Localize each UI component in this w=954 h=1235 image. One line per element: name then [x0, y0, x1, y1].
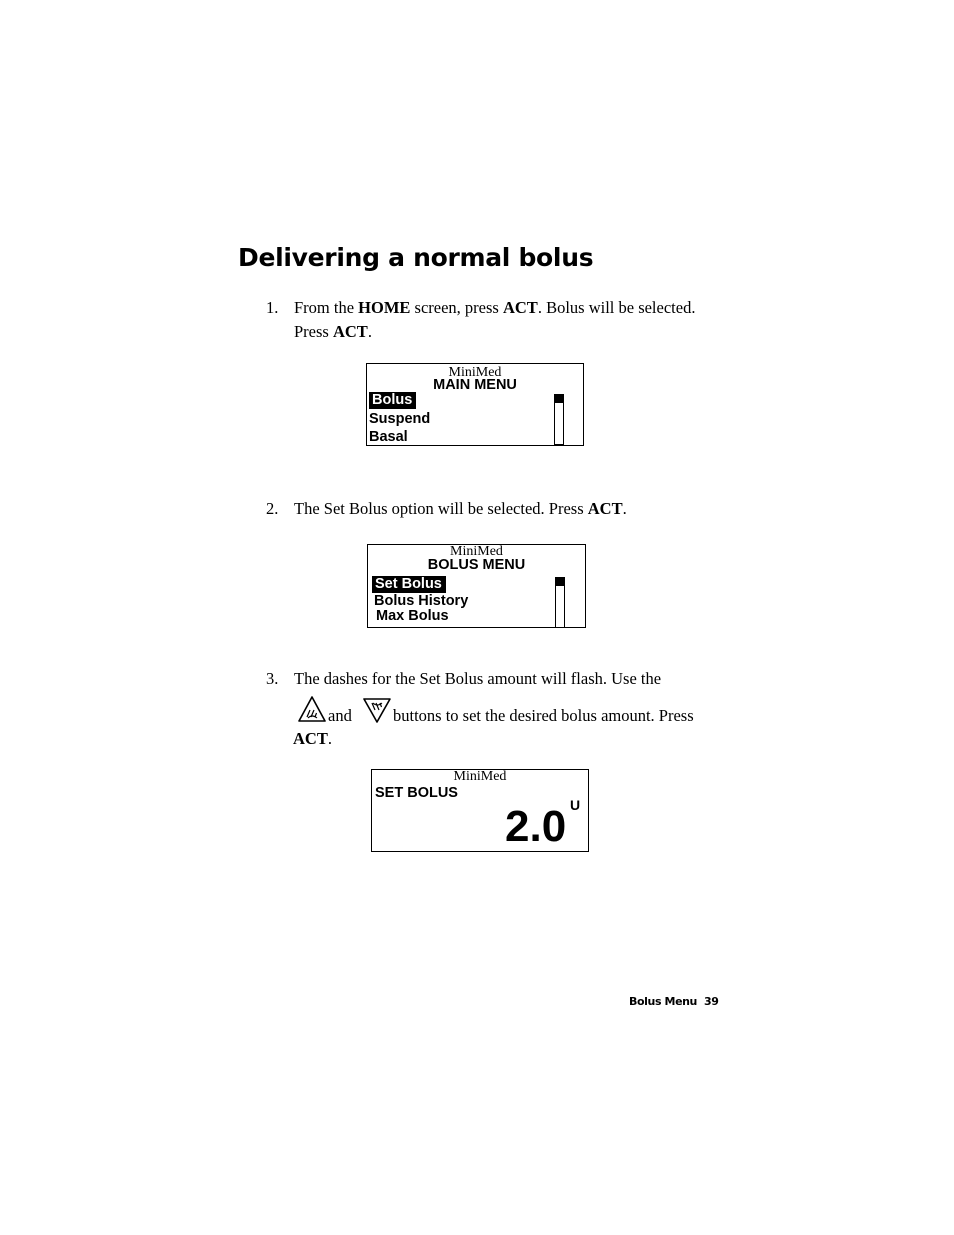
step-text-line: The Set Bolus option will be selected. Press ACT.: [294, 499, 627, 518]
pump-screen-main-menu: [366, 363, 584, 446]
footer-section: Bolus Menu: [629, 995, 697, 1008]
screen-brand: MiniMed: [448, 365, 502, 380]
page-number: 39: [704, 995, 719, 1008]
step-number: 3.: [266, 669, 279, 688]
step-3: [266, 667, 726, 691]
menu-item-set-bolus[interactable]: Set Bolus: [372, 576, 446, 593]
screen-title: SET BOLUS: [375, 785, 458, 801]
scroll-thumb: [555, 395, 563, 403]
step-text-line: ACT.: [293, 729, 332, 748]
menu-item-bolus[interactable]: Bolus: [369, 392, 416, 409]
step-1: [266, 296, 726, 344]
step-2: [266, 497, 726, 521]
step-text-line: From the HOME screen, press ACT. Bolus will be selected.: [294, 298, 696, 317]
menu-item-basal[interactable]: Basal: [369, 429, 408, 445]
menu-item-max-bolus[interactable]: Max Bolus: [376, 608, 449, 624]
page-heading: Delivering a normal bolus: [238, 243, 594, 272]
step-number: 2.: [266, 499, 279, 518]
step-text-line: Press ACT.: [294, 322, 372, 341]
bolus-amount-value[interactable]: 2.0: [505, 802, 567, 851]
screen-title: MAIN MENU: [433, 377, 517, 393]
scrollbar: [555, 577, 565, 628]
step-text-word: and: [328, 706, 352, 725]
step-number: 1.: [266, 298, 279, 317]
step-text-line: The dashes for the Set Bolus amount will flash. Use the: [294, 669, 662, 688]
screen-brand: MiniMed: [450, 544, 503, 559]
menu-item-suspend[interactable]: Suspend: [369, 411, 431, 427]
menu-item-bolus-history[interactable]: Bolus History: [374, 593, 469, 609]
up-arrow-button-icon: [298, 696, 326, 729]
screen-title: BOLUS MENU: [427, 557, 526, 573]
pump-screen-bolus-menu: [367, 544, 586, 628]
scrollbar: [554, 394, 564, 445]
step-text-line: buttons to set the desired bolus amount. Press: [393, 706, 694, 725]
screen-brand: MiniMed: [453, 769, 507, 784]
pump-screen-set-bolus: [371, 769, 589, 852]
scroll-thumb: [556, 578, 564, 586]
bolus-unit: U: [570, 797, 581, 813]
down-arrow-button-icon: [363, 697, 391, 730]
